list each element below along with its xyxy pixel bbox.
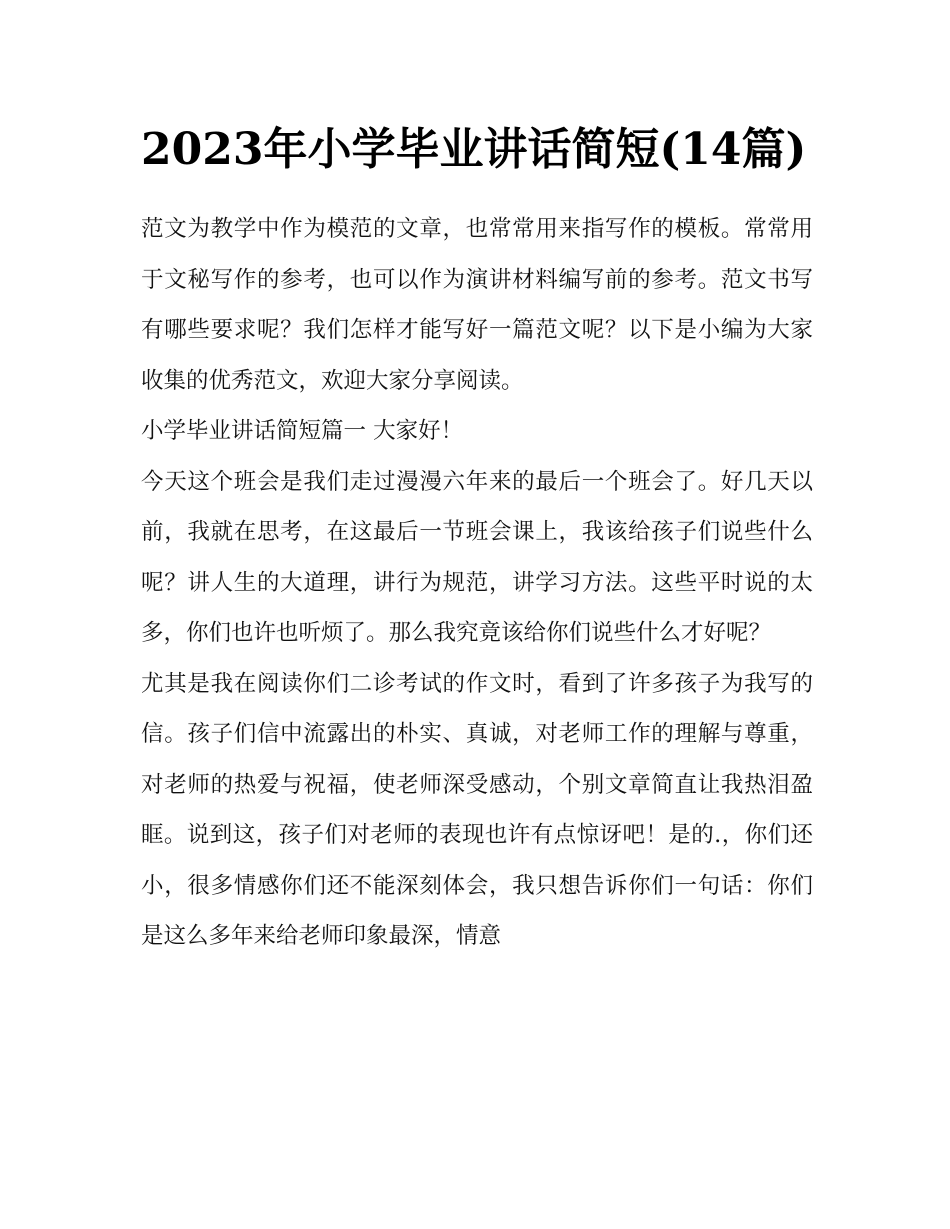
document-page	[141, 118, 813, 962]
intro-paragraph: 范文为教学中作为模范的文章，也常常用来指写作的模板。常常用于文秘写作的参考，也可以作为演讲材料编写前的参考。范文书写有哪些要求呢？我们怎样才能写好一篇范文呢？以下是小编为大家收集的优秀范文，欢迎大家分享阅读。	[141, 216, 813, 394]
section-heading-paragraph: 小学毕业讲话简短篇一 大家好！	[141, 418, 464, 444]
body-paragraph: 尤其是我在阅读你们二诊考试的作文时，看到了许多孩子为我写的信。孩子们信中流露出的朴实、真诚，对老师工作的理解与尊重，对老师的热爱与祝福，使老师深受感动，个别文章简直让我热泪盈眶。说到这，孩子们对老师的表现也许有点惊讶吧！是的.，你们还小，很多情感你们还不能深刻体会，我只想告诉你们一句话：你们是这么多年来给老师印象最深，情意	[141, 670, 813, 949]
body-paragraph: 今天这个班会是我们走过漫漫六年来的最后一个班会了。好几天以前，我就在思考，在这最后一节班会课上，我该给孩子们说些什么呢？讲人生的大道理，讲行为规范，讲学习方法。这些平时说的太多，你们也许也听烦了。那么我究竟该给你们说些什么才好呢？	[141, 468, 813, 646]
document-title: 2023年小学毕业讲话简短(14篇)	[141, 124, 807, 175]
